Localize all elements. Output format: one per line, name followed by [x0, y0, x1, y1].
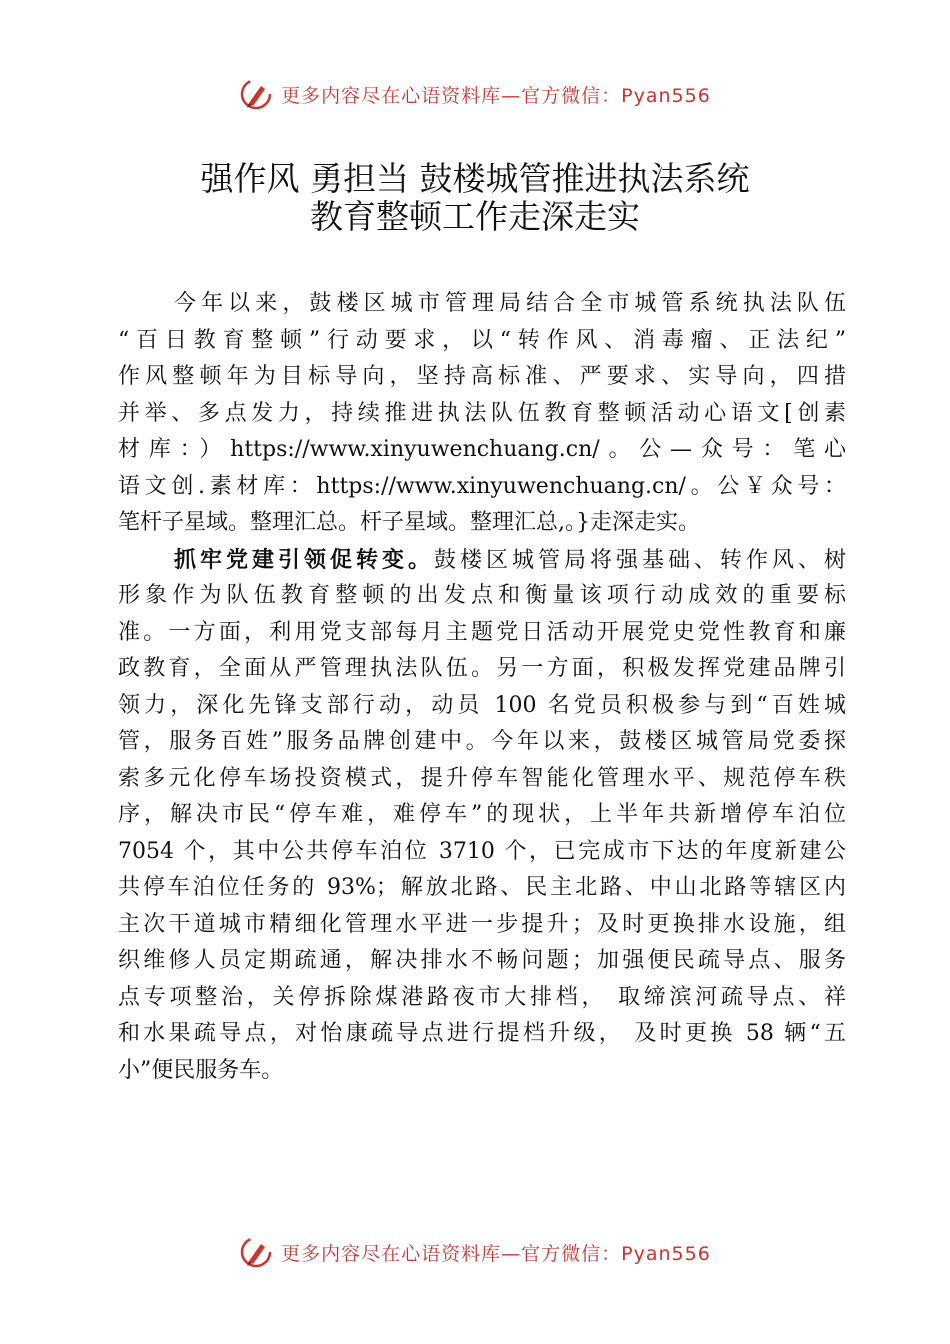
header-banner [0, 74, 950, 114]
pen-logo-icon [239, 1235, 273, 1269]
para2-line-10: 共停车泊位任务的 93%；解放北路、民主北路、中山北路等辖区内 [118, 875, 846, 900]
title-line-2: 教育整顿工作走深走实 [310, 197, 640, 236]
para2-line-11: 主次干道城市精细化管理水平进一步提升；及时更换排水设施，组 [118, 911, 846, 937]
banner-text: 更多内容尽在心语资料库—官方微信：Pyan556 [281, 84, 711, 107]
para1-line-1: 今年以来，鼓楼区城市管理局结合全市城管系统执法队伍 [174, 291, 846, 316]
para2-line-2: 形象作为队伍教育整顿的出发点和衡量该项行动成效的重要标 [118, 583, 846, 608]
para2-line-15: 小”便民服务车。 [118, 1057, 284, 1083]
para1-line-2: “百日教育整顿”行动要求，以“转作风、消毒瘤、正法纪” [118, 327, 846, 353]
footer-banner [0, 1232, 950, 1272]
para1-line-6: 语文创.素材库：https://www.xinyuwenchuang.cn/。公￥众号： [118, 473, 846, 499]
para1-line-3: 作风整顿年为目标导向，坚持高标准、严要求、实导向，四措 [118, 364, 846, 389]
pen-logo-icon [239, 77, 273, 111]
document-body [118, 286, 846, 1089]
para1-line-4: 并举、多点发力，持续推进执法队伍教育整顿活动心语文[创素 [118, 400, 846, 426]
para2-heading: 抓牢党建引领促转变。 [174, 546, 434, 573]
para2-line-13: 点专项整治，关停拆除煤港路夜市大排档， 取缔滨河疏导点、祥 [118, 984, 846, 1010]
para2-line-8: 序，解决市民“停车难，难停车”的现状，上半年共新增停车泊位 [118, 802, 846, 827]
para2-first-line-rest: 鼓楼区城管局将强基础、转作风、树 [434, 547, 846, 573]
para2-line-6: 管，服务百姓”服务品牌创建中。今年以来，鼓楼区城管局党委探 [118, 729, 846, 754]
para2-line-3: 准。一方面，利用党支部每月主题党日活动开展党史党性教育和廉 [118, 619, 846, 645]
banner-text: 更多内容尽在心语资料库—官方微信：Pyan556 [281, 1242, 711, 1265]
para2-line-14: 和水果疏导点，对怡康疏导点进行提档升级， 及时更换 58 辆“五 [118, 1021, 846, 1046]
title-line-1: 强作风 勇担当 鼓楼城管推进执法系统 [200, 159, 750, 198]
para1-line-7: 笔杆子星域。整理汇总。杆子星域。整理汇总,。}走深走实。 [118, 510, 700, 535]
document-title [0, 160, 950, 236]
para2-line-5: 领力，深化先锋支部行动，动员 100 名党员积极参与到“百姓城 [118, 692, 846, 718]
para2-line-1 [118, 542, 846, 579]
para1-line-5: 材库：）https://www.xinyuwenchuang.cn/。公—众号：笔心 [118, 437, 846, 462]
para2-line-7: 索多元化停车场投资模式，提升停车智能化管理水平、规范停车秩 [118, 765, 846, 791]
para2-line-9: 7054 个，其中公共停车泊位 3710 个，已完成市下达的年度新建公 [118, 838, 846, 864]
para2-line-12: 织维修人员定期疏通，解决排水不畅问题；加强便民疏导点、服务 [118, 948, 846, 973]
para2-line-4: 政教育，全面从严管理执法队伍。另一方面，积极发挥党建品牌引 [118, 656, 846, 681]
